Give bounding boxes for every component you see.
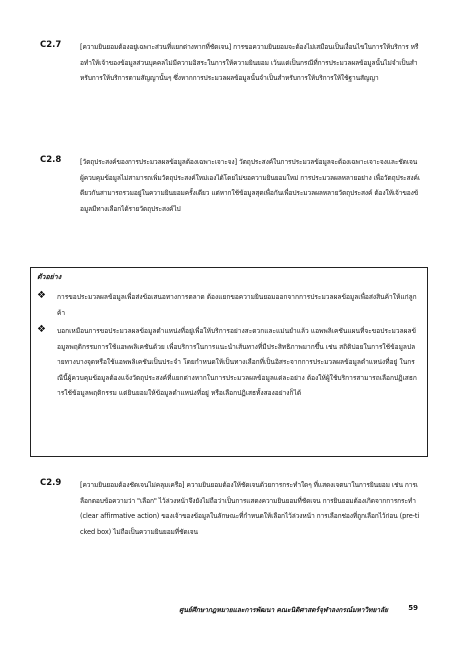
- section-c2-8: [40, 155, 420, 255]
- section-c2-7: [40, 40, 420, 140]
- example-box: [30, 267, 428, 457]
- section-number: C2.9: [40, 478, 62, 488]
- page-footer: [40, 604, 418, 618]
- example-item: [37, 290, 421, 322]
- example-item-text: การขอประมวลผลข้อมูลเพื่อส่งข้อเสนอทางการตลาด ต้องแยกขอความยินยอมออกจากการประมวลผลข้อมูลเพื่อส่งสินค้าให้แก่ลูกค้า: [57, 293, 417, 317]
- section-text: [ความยินยอมต้องอยู่เฉพาะส่วนที่แยกต่างหากที่ชัดเจน] การขอความยินยอมจะต้องไม่เสมือนเป็นเงื่อนไขในการให้บริการ หรือทำให้เจ้าของข้อมูลส่วนบุคคลไม่มีความอิสระในการให้ความยินยอม เว้นแต่เป็นกรณีที่การประมวลผลข้อมูลนั้นไม่จำเป็นสำหรับการให้บริการตามสัญญานั้นๆ ซึ่งหากการประมวลผลข้อมูลนั้นจำเป็นสำหรับการให้บริการให้ใช้ฐานสัญญา: [80, 43, 419, 82]
- section-text: [วัตถุประสงค์ของการประมวลผลข้อมูลต้องเฉพาะเจาะจง] วัตถุประสงค์ในการประมวลข้อมูลจะต้องเฉพาะเจาะจงและชัดเจน ผู้ควบคุมข้อมูลไม่สามารถเพิ่มวัตถุประสงค์ใหม่เองได้โดยไม่ขอความยินยอมใหม่ การประมวลผลหลายอย่าง เพื่อวัตถุประสงค์เดียวกันสามารถรวมอยู่ในความยินยอมครั้งเดียว แต่หากใช้ข้อมูลสุดเพื่อกันเพื่อประมวลผลหลายวัตถุประสงค์ ต้องให้เจ้าของข้อมูลมีทางเลือกได้รายวัตถุประสงค์ไป: [80, 158, 420, 213]
- diamond-bullet-icon: ❖: [37, 324, 46, 335]
- example-item-text: บอกเหมือนการขอประมวลผลข้อมูลตำแหน่งที่อยู่เพื่อให้บริการอย่างสะดวกและแม่นยำแล้ว แอพพลิเคชันแผนที่จะขอประมวลผลข้อมูลพฤติกรรมการใช้แอพพลิเคชันด้วย เพื่อบริการในการแนะนำเส้นทางที่มีประสิทธิภาพมากขึ้น เช่น สถิติบ่อยในการใช้ข้อมูลปลายทางบางจุดหรือใช้แอพพลิเคชันเป็นประจำ โดยกำหนดให้เป็นทางเลือกที่เป็นอิสระจากการประมวลผลข้อมูลตำแหน่งที่อยู่ ในกรณีนี้ผู้ควบคุมข้อมูลต้องแจ้งวัตถุประสงค์ที่แยกต่างหากในการประมวลผลข้อมูลแต่ละอย่าง ต้องให้ผู้ใช้บริการสามารถเลือกปฏิเสธการใช้ข้อมูลพฤติกรรม แต่ยินยอมให้ข้อมูลตำแหน่งที่อยู่ หรือเลือกปฏิเสธทั้งสองอย่างก็ได้: [57, 327, 417, 397]
- diamond-bullet-icon: ❖: [37, 290, 46, 301]
- example-title: ตัวอย่าง: [37, 273, 62, 281]
- footer-text: ศูนย์ศึกษากฎหมายและการพัฒนา คณะนิติศาสตร์จุฬาลงกรณ์มหาวิทยาลัย: [179, 606, 388, 614]
- section-number: C2.7: [40, 40, 62, 50]
- page-number: 59: [408, 604, 418, 612]
- section-c2-9: [40, 478, 420, 578]
- section-number: C2.8: [40, 155, 62, 165]
- section-text: [ความยินยอมต้องชัดเจนไม่คลุมเครือ] ความยินยอมต้องให้ชัดเจนด้วยการกระทำใดๆ ที่แสดงเจตนาในการยินยอม เช่น การเลือกตอบข้อความว่า "เลือก" ไว้ล่วงหน้าจึงยังไม่ถือว่าเป็นการแสดงความยินยอมที่ชัดเจน การยินยอมต้องเกิดจากการกระทำ (clear affirmative action) ของเจ้าของข้อมูลในลักษณะที่กำหนดให้เลือกไว้ล่วงหน้า การเลือกช่องที่ถูกเลือกไว้ก่อน (pre-ticked box) ไม่ถือเป็นความยินยอมที่ชัดเจน: [80, 481, 420, 536]
- example-item: [37, 324, 421, 452]
